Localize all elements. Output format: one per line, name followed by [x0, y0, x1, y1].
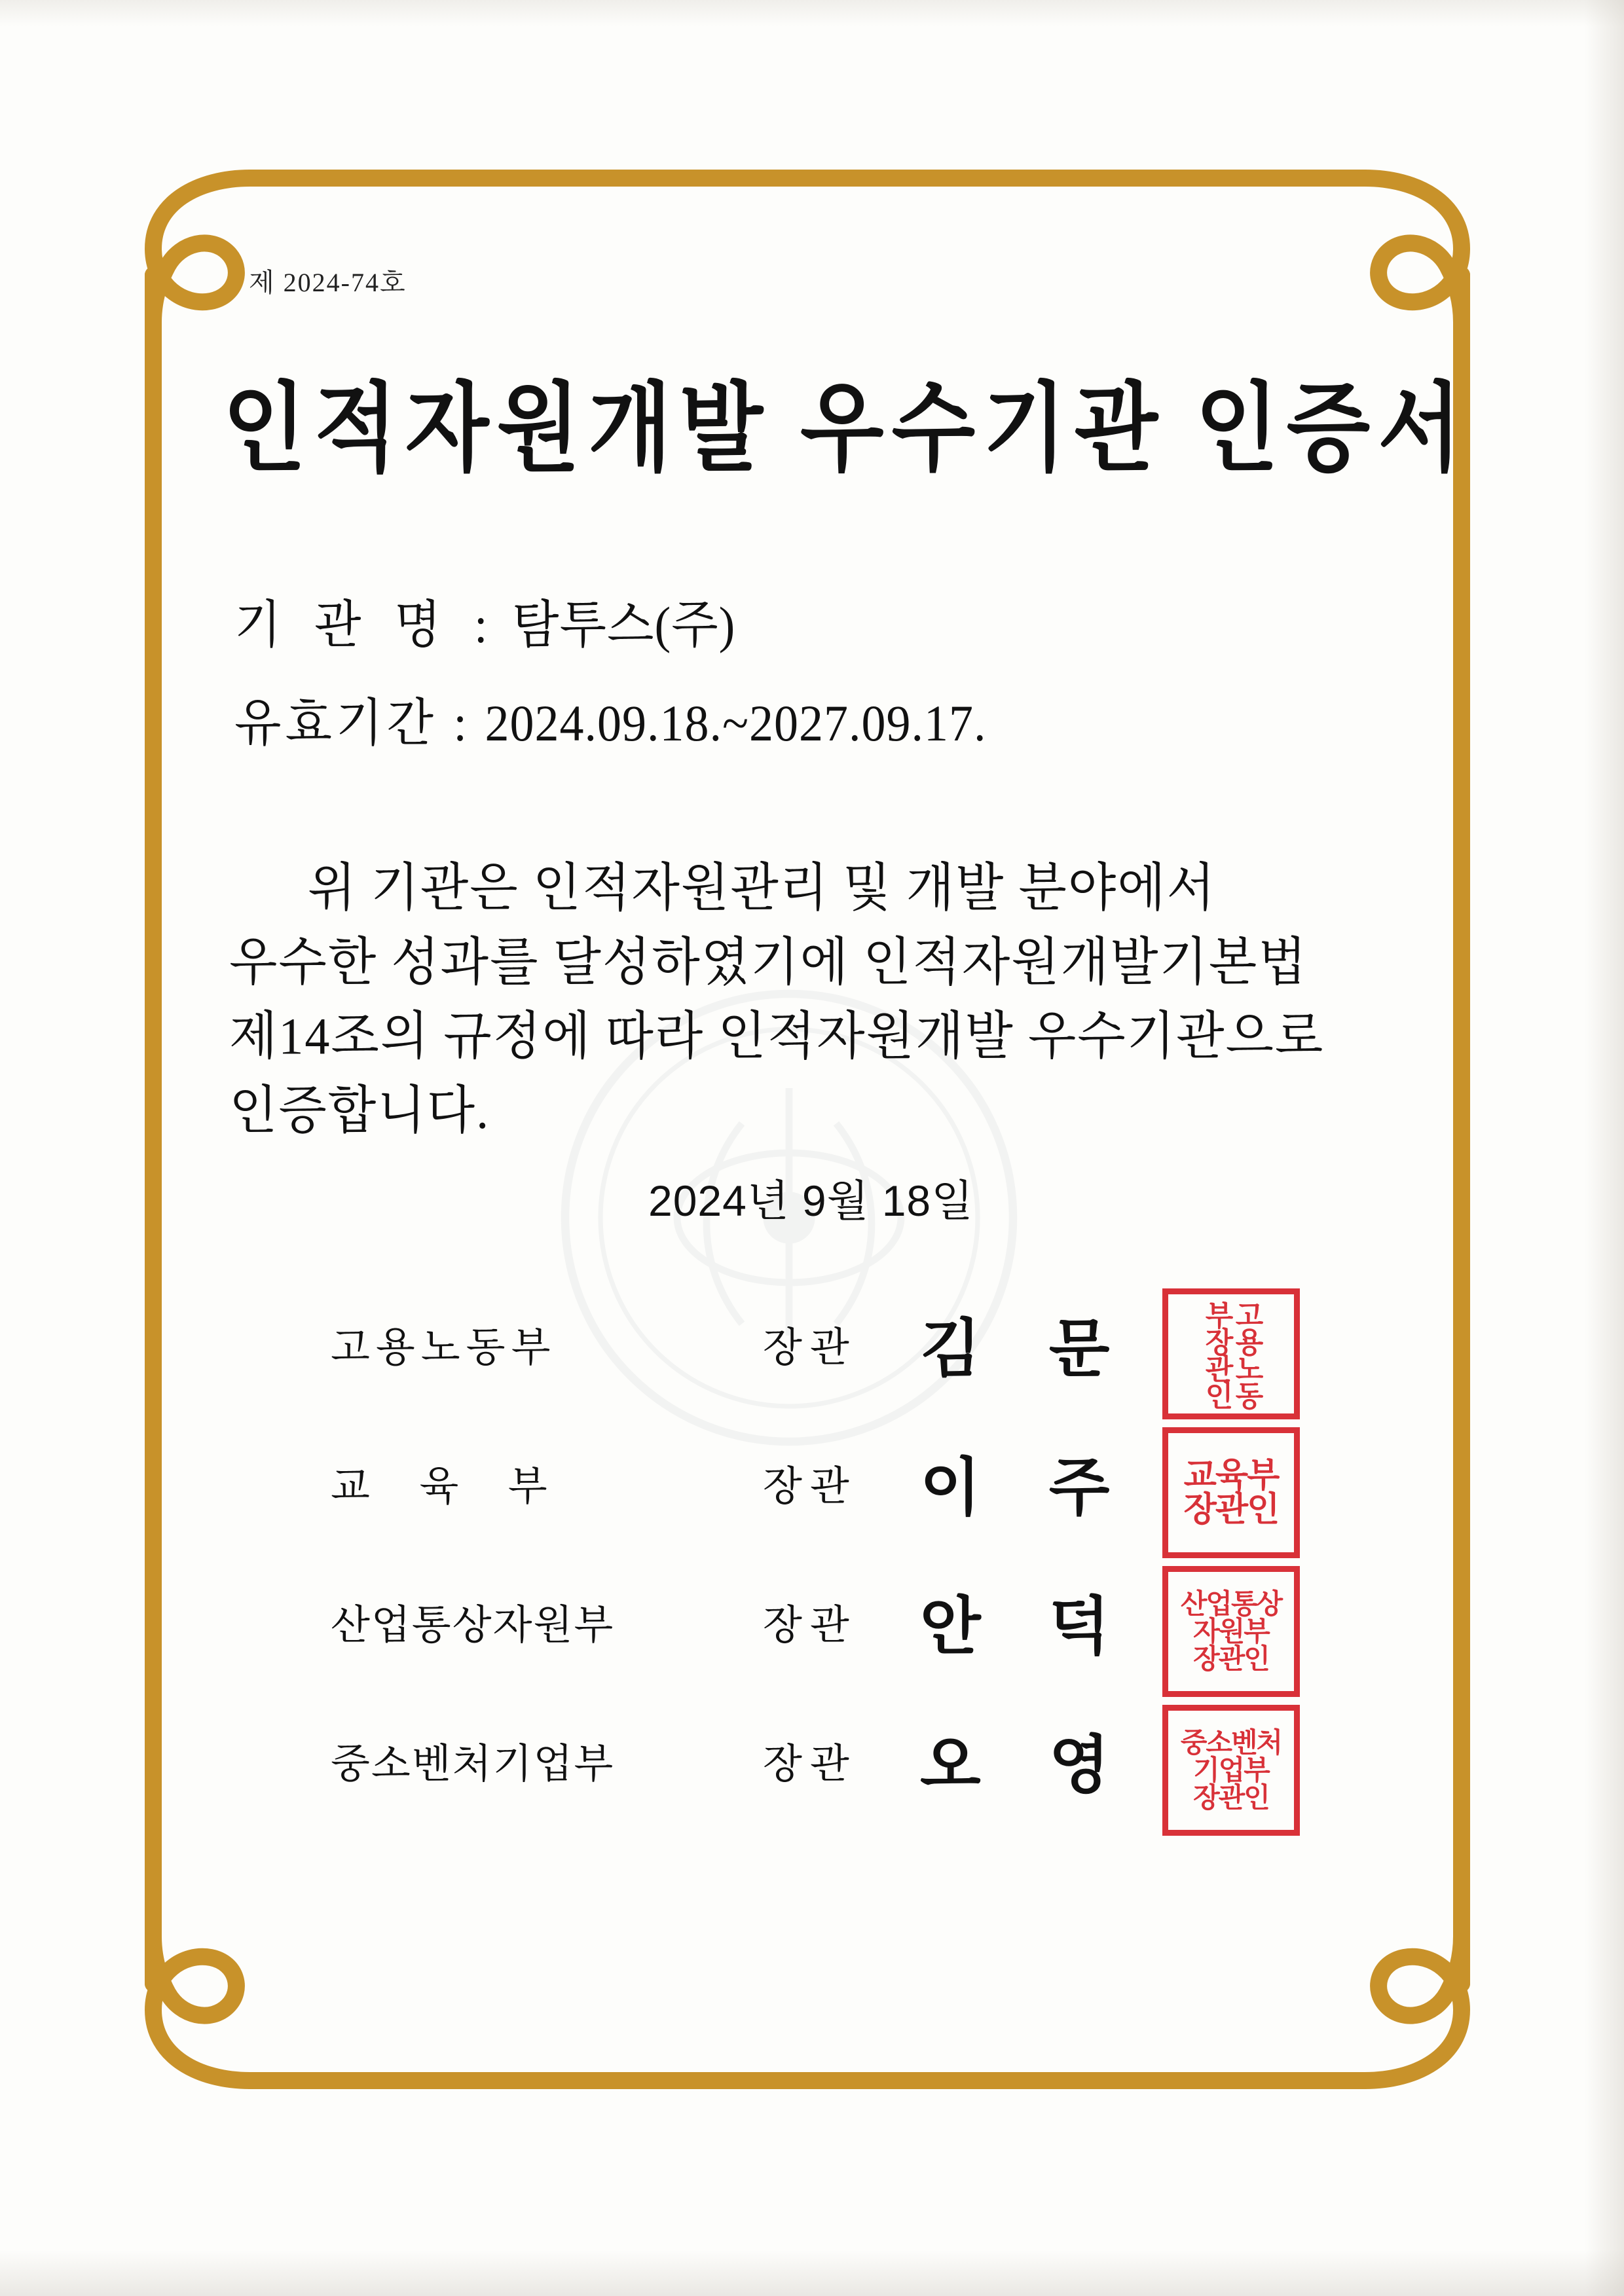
ministry-name-labor: 고용노동부 — [331, 1325, 557, 1370]
seal-line: 부장관인 — [1200, 1300, 1232, 1408]
minister-name-sme: 오 영 — [920, 1730, 1136, 1800]
minister-title-sme: 장관 — [763, 1741, 857, 1787]
minister-title-trade: 장관 — [763, 1603, 857, 1648]
seal-line: 산업통상 — [1180, 1588, 1282, 1619]
seal-line: 기업부 — [1193, 1754, 1269, 1785]
body-line-2: 우수한 성과를 달성하였기에 인적자원개발기본법 — [229, 933, 1308, 992]
seal-line: 장관인 — [1193, 1781, 1269, 1813]
signature-row — [331, 1439, 1352, 1578]
certificate-title: 인적자원개발 우수기관 인증서 — [223, 375, 1469, 483]
field-list — [234, 586, 1414, 754]
scan-edge-shadow-right — [1585, 0, 1624, 2296]
signature-row — [331, 1300, 1352, 1439]
official-seal-education — [1162, 1427, 1300, 1558]
minister-title-education: 장관 — [763, 1464, 857, 1509]
field-valid-period — [234, 682, 1414, 756]
seal-line: 장관인 — [1193, 1643, 1269, 1674]
scan-edge-shadow-bottom — [0, 2250, 1624, 2296]
seal-line: 장관인 — [1183, 1490, 1279, 1529]
seal-line: 교육부 — [1183, 1456, 1279, 1495]
certificate-body — [229, 852, 1382, 1148]
signature-row — [331, 1717, 1352, 1855]
signature-row — [331, 1578, 1352, 1717]
body-line-1: 위 기관은 인적자원관리 및 개발 분야에서 — [308, 859, 1217, 917]
field-organization-value: 탐투스(주) — [512, 596, 736, 654]
minister-title-labor: 장관 — [763, 1325, 857, 1370]
scan-edge-shadow-top — [0, 0, 1624, 26]
body-line-3: 제14조의 규정에 따라 인적자원개발 우수기관으로 — [229, 1008, 1325, 1066]
ministry-name-trade: 산업통상자원부 — [331, 1603, 615, 1648]
ministry-name-education: 교 육 부 — [331, 1464, 567, 1509]
official-seal-sme — [1162, 1705, 1300, 1836]
issue-date: 2024년 9월 18일 — [648, 1176, 974, 1225]
official-seal-trade — [1162, 1566, 1300, 1697]
field-valid-period-label: 유효기간 : — [234, 695, 471, 752]
official-seal-labor — [1162, 1288, 1300, 1419]
minister-name-labor: 김 문 — [920, 1313, 1136, 1384]
signature-block — [331, 1300, 1352, 1855]
field-organization-label: 기 관 명 : — [234, 596, 498, 654]
ministry-name-sme: 중소벤처기업부 — [331, 1741, 615, 1787]
document-number: 제 2024-74호 — [249, 268, 407, 297]
field-valid-period-value: 2024.09.18.~2027.09.17. — [485, 695, 987, 752]
certificate-content — [216, 262, 1469, 1855]
seal-line: 중소벤처 — [1180, 1726, 1282, 1758]
body-line-4: 인증합니다. — [229, 1082, 490, 1140]
seal-line: 자원부 — [1193, 1615, 1269, 1647]
field-organization — [234, 584, 1414, 657]
seal-line: 고용노동 — [1230, 1300, 1263, 1408]
minister-name-education: 이 주 — [920, 1452, 1136, 1523]
minister-name-trade: 안 덕 — [920, 1591, 1136, 1662]
